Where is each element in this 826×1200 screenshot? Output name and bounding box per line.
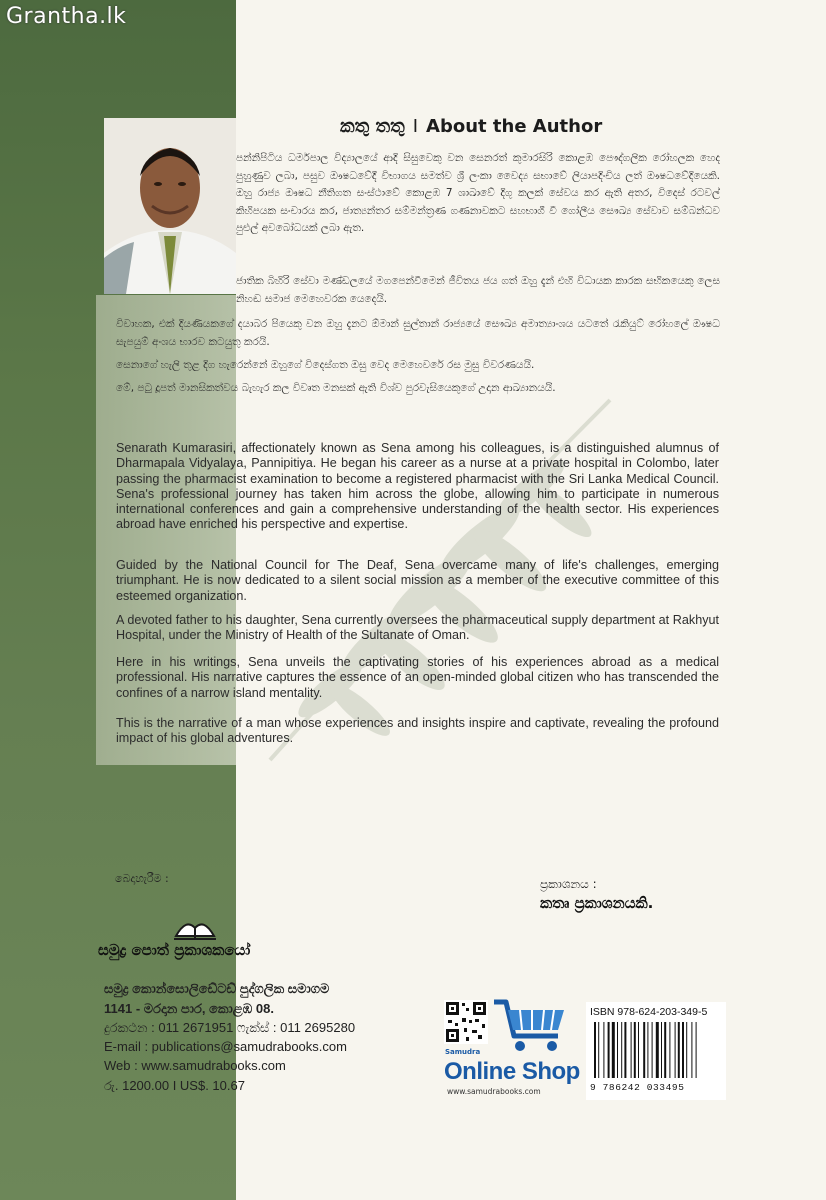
book-price: රු. 1200.00 I US$. 10.67	[104, 1078, 245, 1093]
distributor-web: Web : www.samudrabooks.com	[104, 1058, 286, 1073]
distribution-label: බෙදාහැරීම :	[115, 872, 169, 885]
sinhala-paragraph-3: විවාහක, එක් දියණියකගේ දයාබර පියෙකු වන ඔහු දැනට ඕමාන් සුල්තාන් රාජ්‍යයේ සෞඛ්‍ය අමාත්‍යාංශය යටතේ රැකියුට් රෝහලේ ඖෂධ සැපයුම් අංශය භාරව කටයුතු කරයි.	[116, 318, 720, 348]
english-paragraph-3: A devoted father to his daughter, Sena currently oversees the pharmaceutical supply department at Rakhyut Hospital, under the Ministry of Health of the Sultanate of Oman.	[116, 613, 719, 643]
isbn-label: ISBN 978-624-203-349-5	[590, 1006, 708, 1018]
distributor-phone: දුරකථන : 011 2671951 ෆැක්ස් : 011 2695280	[104, 1020, 356, 1035]
heading-separator: I	[412, 116, 419, 137]
barcode-icon	[592, 1022, 720, 1078]
shop-title: Online Shop	[444, 1058, 580, 1085]
sinhala-paragraph-5: මේ, පටු දූපත් මානසිකත්වය බැහැර කල විවෘත මනසක් ඇති විශ්ව පුරවැසියෙකුගේ උදාන ආඛ්‍යානයයි.	[116, 382, 556, 394]
book-logo-icon	[172, 912, 218, 942]
shop-brand: Samudra	[445, 1048, 481, 1056]
section-heading	[340, 116, 602, 137]
sinhala-paragraph-2: ජාතික බිහිරි සේවා මණ්ඩලයේ මගපෙන්වීමෙන් ජීවිතය ජය ගත් ඔහු දැන් එහි විධායක කාරක සභිකයෙකු ලෙස නිහඬ සමාජ මෙහෙවරක යෙදෙයි.	[236, 275, 720, 305]
publisher-label: ප්‍රකාශනය :	[540, 877, 597, 891]
heading-sinhala: කතු තතු	[340, 116, 405, 137]
distributor-company: සමුද්‍ර කොන්සොලිඩේටඩ් පුද්ගලික සමාගම	[104, 981, 330, 996]
publisher-name: කතෘ ප්‍රකාශනයකි.	[540, 894, 654, 912]
english-paragraph-5: This is the narrative of a man whose experiences and insights inspire and captivate, revealing the profound impact of his global adventures.	[116, 716, 719, 746]
heading-english: About the Author	[426, 116, 603, 137]
qr-code-icon	[444, 1000, 488, 1044]
barcode-digits: 9 786242 033495	[590, 1082, 685, 1093]
sinhala-paragraph-4: සෙනාගේ හැලි තුළ දිග හැරෙන්නේ ඔහුගේ විදෙස්ගත ඔසු වෙද මෙහෙවරේ රස මුසු විවරණයයි.	[116, 359, 535, 371]
sinhala-paragraph-1: පන්නිපිටිය ධර්මපාල විද්‍යාලයේ ආදි සිසුවෙකු වන සෙනරත් කුමාරසිරි කොළඹ පෞද්ගලික රෝහලක හෙද පුහුණුව ලබා, පසුව ඖෂධවේදී විභාගය සමත්ව ශ්‍රී ලංකා වෛද්‍ය සභාවේ ලියාපදිංචිය ලත් ඖෂධවේදියෙකි. ඔහු රාජ්‍ය ඖෂධ නීතිගත සංස්ථාවේ කොළඹ 7 ශාඛාවේ දිගු කලක් සේවය කර ඇති අතර, විදෙස් රටවල් කිහිපයක සංචාරය කර, ජාත්‍යන්තර සම්මන්ත්‍රණ ගණනාවකට සහභාගී වී ගෝලීය සෞඛ්‍ය සේවාව සම්බන්ධව පුළුල් අවබෝධයක් ලබා ඇත.	[236, 152, 720, 234]
shop-url: www.samudrabooks.com	[447, 1087, 541, 1096]
distributor-address: 1141 - මරදාන පාර, කොළඹ 08.	[104, 1001, 274, 1016]
english-paragraph-2: Guided by the National Council for The Deaf, Sena overcame many of life's challenges, emerging triumphant. He is now dedicated to a silent social mission as a member of the executive committee of this esteemed organization.	[116, 558, 719, 603]
english-paragraph-1: Senarath Kumarasiri, affectionately known as Sena among his colleagues, is a distinguished alumnus of Dharmapala Vidyalaya, Pannipitiya. He began his career as a nurse at a private hospital in Colombo, later passing the pharmacist examination to become a registered pharmacist with the Sri Lanka Medical Council. Sena's professional journey has taken him across the globe, allowing him to participate in numerous international conferences and gain a comprehensive understanding of the health sector. His experiences abroad have enriched his perspective and expertise.	[116, 441, 719, 532]
distributor-email: E-mail : publications@samudrabooks.com	[104, 1039, 347, 1054]
distributor-brand: සමුද්‍ර පොත් ප්‍රකාශකයෝ	[98, 941, 251, 959]
english-paragraph-4: Here in his writings, Sena unveils the captivating stories of his experiences abroad as a medical professional. His narrative captures the essence of an open-minded global citizen who has transcended the confines of a narrow island mentality.	[116, 655, 719, 700]
site-watermark: Grantha.lk	[6, 4, 127, 29]
shopping-cart-icon	[490, 996, 570, 1056]
author-photo	[104, 118, 236, 294]
